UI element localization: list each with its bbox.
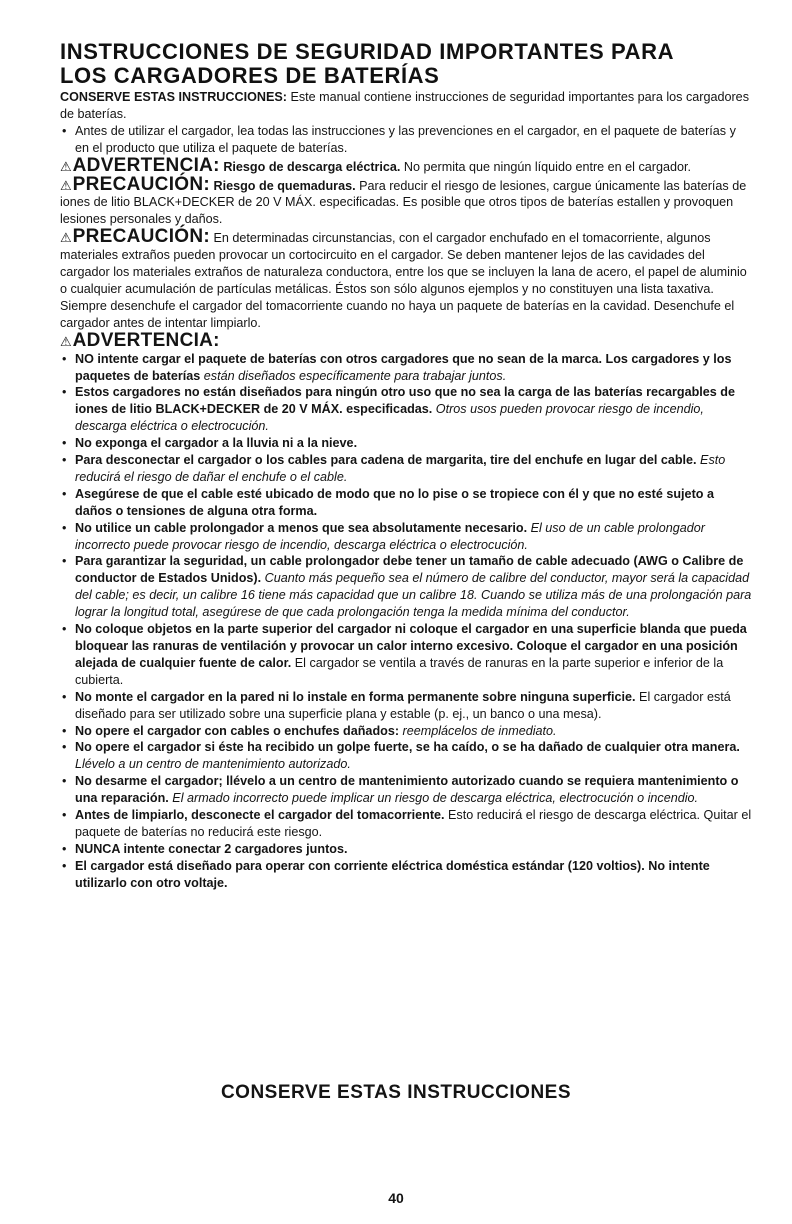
page-number: 40 (388, 1190, 404, 1206)
precaucion-foreign-materials (60, 226, 752, 331)
item-bold-text: El cargador está diseñado para operar con corriente eléctrica doméstica estándar (120 voltios). No intente utilizarlo con otro voltaje. (75, 858, 710, 890)
item-bold-text: NUNCA intente conectar 2 cargadores juntos. (75, 841, 348, 856)
advertencia-shock-text: No permita que ningún líquido entre en el cargador. (400, 159, 691, 174)
list-item (60, 435, 752, 452)
item-italic-text: Esto reducirá el riesgo de dañar el enchufe o el cable. (75, 453, 726, 484)
list-item (60, 621, 752, 689)
item-italic-text: Llévelo a un centro de mantenimiento autorizado. (75, 757, 351, 772)
list-item (60, 452, 752, 486)
list-item (60, 486, 752, 520)
item-italic-text: Otros usos pueden provocar riesgo de incendio, descarga eléctrica o electrocución. (75, 402, 704, 434)
page-title (60, 40, 750, 88)
advertencia-signal: ADVERTENCIA: (72, 154, 220, 176)
precaucion-burn-label: Riesgo de quemaduras. (210, 178, 356, 193)
item-bold-text: No utilice un cable prolongador a menos que sea absolutamente necesario. (75, 520, 528, 535)
list-item (60, 520, 752, 554)
conserve-instructions-heading: CONSERVE ESTAS INSTRUCCIONES (220, 1082, 572, 1103)
list-item (60, 807, 752, 841)
item-italic-text: Cuanto más pequeño sea el número de calibre del conductor, mayor será la capacidad del cable; es decir, un calibre 16 tiene más capacidad que un calibre 18. Cuando se utiliza más de una prolongación para lograr la longitud total, asegúrese de que cada prolongación tenga la medida mínima del conductor. (75, 571, 752, 620)
item-plain-text: Esto reducirá el riesgo de descarga eléctrica. Quitar el paquete de baterías no reducirá este riesgo. (75, 808, 752, 839)
item-plain-text: El cargador se ventila a través de ranuras en la parte superior e inferior de la cubierta. (75, 655, 724, 687)
list-item (60, 773, 752, 807)
item-bold-text: NO intente cargar el paquete de baterías con otros cargadores que no sean de la marca. Los cargadores y los paquetes de baterías (75, 351, 732, 383)
item-bold-text: No monte el cargador en la pared ni lo instale en forma permanente sobre ninguna superficie. (75, 689, 636, 704)
warning-triangle-icon: ⚠ (60, 177, 72, 193)
item-bold-text: No opere el cargador con cables o enchufes dañados: (75, 723, 400, 738)
list-item (60, 123, 752, 157)
safety-instructions (60, 89, 752, 892)
item-italic-text: El uso de un cable prolongador incorrecto puede provocar riesgo de incendio, descarga eléctrica o electrocución. (75, 520, 705, 552)
intro-paragraph (60, 89, 752, 123)
warning-triangle-icon: ⚠ (60, 230, 72, 246)
precaucion-signal: PRECAUCIÓN: (72, 173, 211, 195)
item-bold-text: Para garantizar la seguridad, un cable prolongador debe tener un tamaño de cable adecuado (AWG o Calibre de conductor de Estados Unidos). (75, 554, 744, 586)
list-item (60, 841, 752, 858)
list-item (60, 351, 752, 385)
precaucion-signal: PRECAUCIÓN: (72, 226, 211, 248)
advertencia-heading (60, 329, 752, 351)
warning-triangle-icon: ⚠ (60, 158, 72, 174)
title-line-2: LOS CARGADORES DE BATERÍAS (60, 63, 440, 88)
warning-triangle-icon: ⚠ (60, 333, 72, 349)
item-italic-text: reemplácelos de inmediato. (399, 723, 557, 738)
list-item (60, 723, 752, 740)
item-plain-text: El cargador está diseñado para ser utilizado sobre una superficie plana y estable (p. ej., un banco o una mesa). (75, 689, 731, 721)
intro-bullets (60, 123, 752, 157)
title-line-1: INSTRUCCIONES DE SEGURIDAD IMPORTANTES PARA (60, 39, 675, 64)
list-item (60, 739, 752, 773)
intro-text: Este manual contiene instrucciones de seguridad importantes para los cargadores de baterías. (60, 90, 749, 121)
intro-label: CONSERVE ESTAS INSTRUCCIONES: (60, 90, 287, 104)
precaucion-burn-text: Para reducir el riesgo de lesiones, cargue únicamente las baterías de iones de litio BLACK+DECKER de 20 V MÁX. especificadas. Es posible que otros tipos de baterías estallen y provoquen lesiones personales y daños. (60, 178, 747, 227)
precaucion-foreign-text: En determinadas circunstancias, con el cargador enchufado en el tomacorriente, algunos materiales extraños pueden provocar un cortocircuito en el cargador. Se deben mantener lejos de las cavidades del cargador los materiales extraños de naturaleza conductora, entre los que se incluyen la lana de acero, el papel de aluminio o cualquier acumulación de partículas metálicas. Éstos son sólo algunos ejemplos y no constituyen una lista taxativa. Siempre desenchufe el cargador del tomacorriente cuando no haya un paquete de baterías en la cavidad. Desenchufe el cargador antes de intentar limpiarlo. (60, 231, 747, 330)
item-italic-text: están diseñados específicamente para trabajar juntos. (200, 368, 507, 383)
item-bold-text: Antes de limpiarlo, desconecte el cargador del tomacorriente. (75, 808, 445, 823)
precaucion-burn (60, 173, 752, 229)
item-bold-text: Estos cargadores no están diseñados para ningún otro uso que no sea la carga de las baterías recargables de iones de litio BLACK+DECKER de 20 V MÁX. especificadas. (75, 385, 735, 417)
item-italic-text: El armado incorrecto puede implicar un riesgo de descarga eléctrica, electrocución o incendio. (168, 791, 699, 806)
item-bold-text: Para desconectar el cargador o los cables para cadena de margarita, tire del enchufe en lugar del cable. (75, 453, 697, 468)
item-bold-text: No exponga el cargador a la lluvia ni a la nieve. (75, 436, 358, 451)
item-bold-text: Asegúrese de que el cable esté ubicado de modo que no lo pise o se tropiece con él y que no esté sujeto a daños o tensiones de alguna otra forma. (75, 486, 714, 518)
advertencia-list (60, 351, 752, 892)
item-bold-text: No opere el cargador si éste ha recibido un golpe fuerte, se ha caído, o se ha dañado de cualquier otra manera. (75, 740, 740, 755)
advertencia-signal: ADVERTENCIA: (72, 329, 220, 351)
item-bold-text: No desarme el cargador; llévelo a un centro de mantenimiento autorizado cuando se requiera mantenimiento o una reparación. (75, 774, 739, 806)
list-item (60, 858, 752, 892)
intro-bullet-text: Antes de utilizar el cargador, lea todas las instrucciones y las prevenciones en el cargador, en el paquete de baterías y en el producto que utiliza el paquete de baterías. (75, 123, 736, 155)
item-bold-text: No coloque objetos en la parte superior del cargador ni coloque el cargador en una superficie blanda que pueda bloquear las ranuras de ventilación y provocar un calor interno excesivo. Coloque el cargador en una posición alejada de cualquier fuente de calor. (75, 622, 747, 670)
advertencia-shock-label: Riesgo de descarga eléctrica. (219, 159, 401, 174)
list-item (60, 384, 752, 435)
list-item (60, 689, 752, 723)
list-item (60, 553, 752, 621)
